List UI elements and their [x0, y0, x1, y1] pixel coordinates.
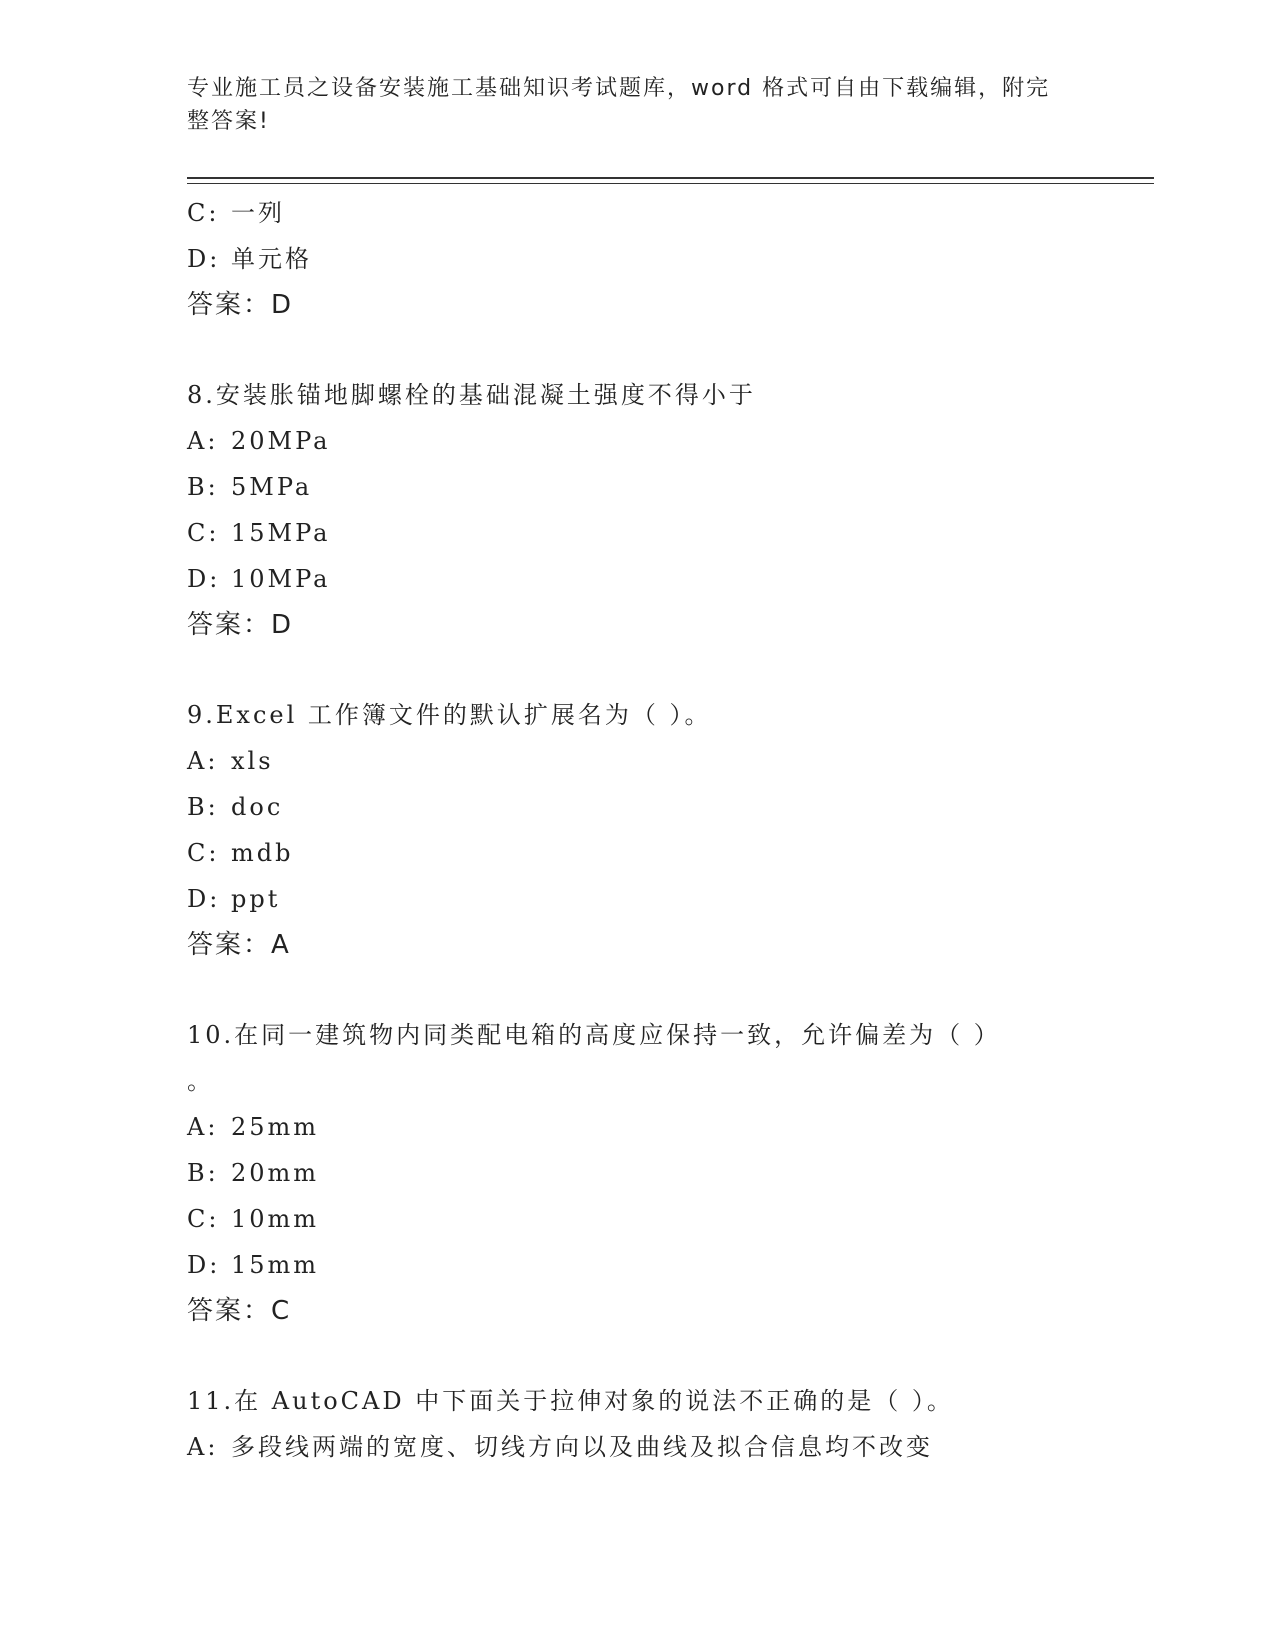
- option-a: [187, 1424, 1087, 1470]
- option-b: [187, 1150, 1087, 1196]
- option-letter: B:: [187, 1159, 219, 1187]
- option-letter: D:: [187, 885, 221, 913]
- question-stem-continued: 。: [187, 1067, 214, 1095]
- answer-line: 答案：D: [187, 290, 294, 320]
- option-a: [187, 418, 1087, 464]
- option-letter: A:: [187, 1433, 219, 1461]
- option-a: [187, 738, 1087, 784]
- question-list: [187, 190, 1087, 1470]
- option-text: 一列: [231, 199, 285, 227]
- question-stem: 10.在同一建筑物内同类配电箱的高度应保持一致，允许偏差为（ ）: [187, 1021, 1001, 1049]
- option-letter: C:: [187, 519, 220, 547]
- question-stem: 8.安装胀锚地脚螺栓的基础混凝土强度不得小于: [187, 381, 756, 409]
- option-text: mdb: [231, 839, 294, 867]
- option-text: 多段线两端的宽度、切线方向以及曲线及拟合信息均不改变: [231, 1433, 933, 1461]
- header-rule-thin: [187, 183, 1154, 184]
- option-letter: B:: [187, 793, 219, 821]
- option-letter: D:: [187, 565, 221, 593]
- option-letter: C:: [187, 1205, 220, 1233]
- option-b: [187, 784, 1087, 830]
- option-c: [187, 830, 1087, 876]
- option-d: [187, 1242, 1087, 1288]
- option-c: [187, 190, 1087, 236]
- answer-line: 答案：D: [187, 610, 294, 640]
- header-title-line1: 专业施工员之设备安装施工基础知识考试题库，word 格式可自由下载编辑，附完: [187, 76, 1051, 101]
- header-rule-thick: [187, 177, 1154, 179]
- answer-line: 答案：C: [187, 1296, 292, 1326]
- option-letter: A:: [187, 427, 219, 455]
- option-text: xls: [231, 747, 274, 775]
- question-stem: 11.在 AutoCAD 中下面关于拉伸对象的说法不正确的是（ ）。: [187, 1387, 954, 1415]
- option-text: 20MPa: [231, 427, 331, 455]
- question-stem: 9.Excel 工作簿文件的默认扩展名为（ ）。: [187, 701, 712, 729]
- answer-line: 答案：A: [187, 930, 291, 960]
- option-c: [187, 1196, 1087, 1242]
- option-letter: D:: [187, 245, 221, 273]
- option-text: ppt: [231, 885, 281, 913]
- option-c: [187, 510, 1087, 556]
- option-d: [187, 876, 1087, 922]
- option-letter: C:: [187, 199, 220, 227]
- option-text: 25mm: [231, 1113, 320, 1141]
- option-letter: B:: [187, 473, 219, 501]
- option-d: [187, 556, 1087, 602]
- option-text: 5MPa: [231, 473, 313, 501]
- option-b: [187, 464, 1087, 510]
- option-d: [187, 236, 1087, 282]
- option-letter: C:: [187, 839, 220, 867]
- option-text: 15MPa: [231, 519, 331, 547]
- option-letter: A:: [187, 747, 219, 775]
- option-letter: D:: [187, 1251, 221, 1279]
- header-title-line2: 整答案!: [187, 109, 270, 134]
- option-text: 20mm: [231, 1159, 320, 1187]
- option-text: 15mm: [231, 1251, 320, 1279]
- option-text: 10mm: [231, 1205, 320, 1233]
- option-text: 10MPa: [231, 565, 331, 593]
- option-letter: A:: [187, 1113, 219, 1141]
- option-text: doc: [231, 793, 284, 821]
- option-text: 单元格: [231, 245, 312, 273]
- document-header: [187, 72, 1067, 138]
- option-a: [187, 1104, 1087, 1150]
